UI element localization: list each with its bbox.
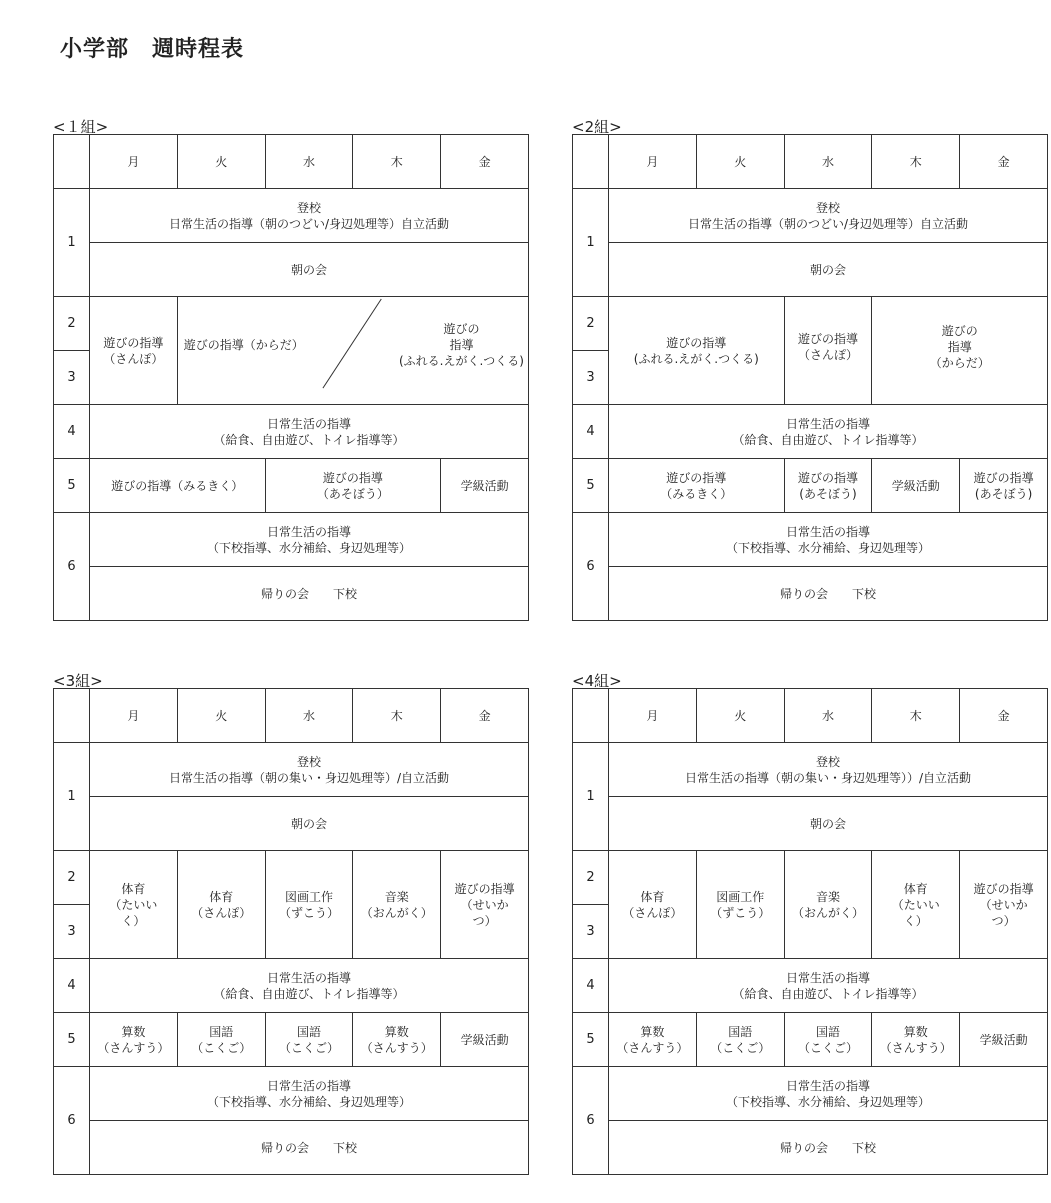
period-1-morning-cell: 登校 日常生活の指導（朝の集い・身辺処理等）/自立活動 xyxy=(90,743,529,797)
timetable-class-1 xyxy=(53,118,529,621)
day-fri: 金 xyxy=(960,689,1048,743)
closing-meeting-cell: 帰りの会 下校 xyxy=(90,567,529,621)
period-2-label: 2 xyxy=(54,851,90,905)
class-label: <4組> xyxy=(572,672,622,690)
p5-cell: 国語 （こくご） xyxy=(696,1013,784,1067)
period-5-label: 5 xyxy=(54,459,90,513)
period-1-morning-cell: 登校 日常生活の指導（朝の集い・身辺処理等））/自立活動 xyxy=(609,743,1048,797)
period-6-label: 6 xyxy=(573,513,609,621)
p23-tue-wed-text: 遊びの指導（からだ） xyxy=(183,338,304,352)
period-1-label: 1 xyxy=(573,743,609,851)
timetable xyxy=(572,134,1048,621)
morning-meeting-cell: 朝の会 xyxy=(609,797,1048,851)
closing-meeting-cell: 帰りの会 下校 xyxy=(90,1121,529,1175)
period-2-label: 2 xyxy=(573,297,609,351)
p5-cell: 遊びの指導（みるきく） xyxy=(90,459,266,513)
period-4-label: 4 xyxy=(54,959,90,1013)
header-row xyxy=(54,689,529,743)
p5-cell: 学級活動 xyxy=(872,459,960,513)
period-6-cell: 日常生活の指導 （下校指導、水分補給、身辺処理等） xyxy=(90,513,529,567)
class-label: <2組> xyxy=(572,118,622,136)
period-1-label: 1 xyxy=(573,189,609,297)
morning-meeting-cell: 朝の会 xyxy=(90,243,529,297)
corner-cell xyxy=(573,135,609,189)
day-fri: 金 xyxy=(441,689,529,743)
period-4-label: 4 xyxy=(573,405,609,459)
day-mon: 月 xyxy=(90,689,178,743)
p5-cell: 遊びの指導 (あそぼう) xyxy=(784,459,872,513)
period-3-label: 3 xyxy=(573,351,609,405)
period-6-label: 6 xyxy=(54,513,90,621)
p23-cell: 図画工作 （ずこう） xyxy=(696,851,784,959)
p23-cell: 体育 （さんぽ） xyxy=(609,851,697,959)
p23-cell: 遊びの指導 （さんぽ） xyxy=(784,297,872,405)
period-5-label: 5 xyxy=(573,459,609,513)
timetable-class-3 xyxy=(53,672,529,1175)
p5-cell: 学級活動 xyxy=(441,1013,529,1067)
p23-cell: 体育 （たいい く） xyxy=(872,851,960,959)
period-4-cell: 日常生活の指導 （給食、自由遊び、トイレ指導等） xyxy=(609,405,1048,459)
day-tue: 火 xyxy=(177,135,265,189)
p5-cell: 算数 （さんすう） xyxy=(609,1013,697,1067)
period-1-label: 1 xyxy=(54,189,90,297)
period-2-label: 2 xyxy=(573,851,609,905)
p5-cell: 算数 （さんすう） xyxy=(872,1013,960,1067)
corner-cell xyxy=(573,689,609,743)
p23-cell: 体育 （さんぽ） xyxy=(177,851,265,959)
period-6-cell: 日常生活の指導 （下校指導、水分補給、身辺処理等） xyxy=(90,1067,529,1121)
p5-cell: 遊びの指導 （あそぼう） xyxy=(265,459,441,513)
p23-mon-cell: 遊びの指導 （さんぽ） xyxy=(90,297,178,405)
period-4-cell: 日常生活の指導 （給食、自由遊び、トイレ指導等） xyxy=(90,959,529,1013)
day-wed: 水 xyxy=(784,689,872,743)
p5-cell: 国語 （こくご） xyxy=(784,1013,872,1067)
p23-cell: 図画工作 （ずこう） xyxy=(265,851,353,959)
timetable xyxy=(572,688,1048,1175)
morning-meeting-cell: 朝の会 xyxy=(90,797,529,851)
header-row xyxy=(573,135,1048,189)
p5-cell: 学級活動 xyxy=(960,1013,1048,1067)
header-row xyxy=(573,689,1048,743)
period-1-morning-cell: 登校 日常生活の指導（朝のつどい/身辺処理等）自立活動 xyxy=(90,189,529,243)
period-4-cell: 日常生活の指導 （給食、自由遊び、トイレ指導等） xyxy=(609,959,1048,1013)
day-wed: 水 xyxy=(784,135,872,189)
day-thu: 木 xyxy=(353,135,441,189)
period-3-label: 3 xyxy=(573,905,609,959)
class-label: <１組> xyxy=(53,118,109,136)
day-wed: 水 xyxy=(265,135,353,189)
p23-cell: 体育 （たいい く） xyxy=(90,851,178,959)
day-wed: 水 xyxy=(265,689,353,743)
timetable xyxy=(53,134,529,621)
day-tue: 火 xyxy=(177,689,265,743)
period-6-cell: 日常生活の指導 （下校指導、水分補給、身辺処理等） xyxy=(609,513,1048,567)
period-6-cell: 日常生活の指導 （下校指導、水分補給、身辺処理等） xyxy=(609,1067,1048,1121)
p23-cell: 音楽 （おんがく） xyxy=(784,851,872,959)
closing-meeting-cell: 帰りの会 下校 xyxy=(609,1121,1048,1175)
timetable-class-2 xyxy=(572,118,1048,621)
closing-meeting-cell: 帰りの会 下校 xyxy=(609,567,1048,621)
day-fri: 金 xyxy=(960,135,1048,189)
period-5-label: 5 xyxy=(54,1013,90,1067)
day-thu: 木 xyxy=(872,689,960,743)
p23-split-cell xyxy=(177,297,528,405)
period-3-label: 3 xyxy=(54,351,90,405)
p23-cell: 遊びの指導 （せいか つ） xyxy=(441,851,529,959)
period-5-label: 5 xyxy=(573,1013,609,1067)
page-title: 小学部 週時程表 xyxy=(60,37,245,62)
p5-cell: 国語 （こくご） xyxy=(265,1013,353,1067)
timetable xyxy=(53,688,529,1175)
class-label: <3組> xyxy=(53,672,103,690)
day-thu: 木 xyxy=(872,135,960,189)
corner-cell xyxy=(54,689,90,743)
period-1-morning-cell: 登校 日常生活の指導（朝のつどい/身辺処理等）自立活動 xyxy=(609,189,1048,243)
day-tue: 火 xyxy=(696,689,784,743)
p23-cell: 音楽 （おんがく） xyxy=(353,851,441,959)
period-6-label: 6 xyxy=(573,1067,609,1175)
p5-cell: 算数 （さんすう） xyxy=(90,1013,178,1067)
p5-cell: 国語 （こくご） xyxy=(177,1013,265,1067)
period-3-label: 3 xyxy=(54,905,90,959)
p23-cell: 遊びの指導 (ふれる.えがく.つくる) xyxy=(609,297,785,405)
morning-meeting-cell: 朝の会 xyxy=(609,243,1048,297)
period-4-cell: 日常生活の指導 （給食、自由遊び、トイレ指導等） xyxy=(90,405,529,459)
p5-cell: 遊びの指導 (あそぼう) xyxy=(960,459,1048,513)
day-mon: 月 xyxy=(609,135,697,189)
p5-cell: 学級活動 xyxy=(441,459,529,513)
p23-thu-fri-text: 遊びの 指導 (ふれる.えがく.つくる) xyxy=(399,322,524,368)
day-fri: 金 xyxy=(441,135,529,189)
period-6-label: 6 xyxy=(54,1067,90,1175)
p5-cell: 遊びの指導 （みるきく） xyxy=(609,459,785,513)
header-row xyxy=(54,135,529,189)
period-4-label: 4 xyxy=(573,959,609,1013)
day-thu: 木 xyxy=(353,689,441,743)
period-4-label: 4 xyxy=(54,405,90,459)
corner-cell xyxy=(54,135,90,189)
day-mon: 月 xyxy=(90,135,178,189)
period-2-label: 2 xyxy=(54,297,90,351)
day-tue: 火 xyxy=(696,135,784,189)
p5-cell: 算数 （さんすう） xyxy=(353,1013,441,1067)
day-mon: 月 xyxy=(609,689,697,743)
p23-cell: 遊びの指導 （せいか つ） xyxy=(960,851,1048,959)
p23-cell: 遊びの 指導 （からだ） xyxy=(872,297,1048,405)
timetable-class-4 xyxy=(572,672,1048,1175)
period-1-label: 1 xyxy=(54,743,90,851)
